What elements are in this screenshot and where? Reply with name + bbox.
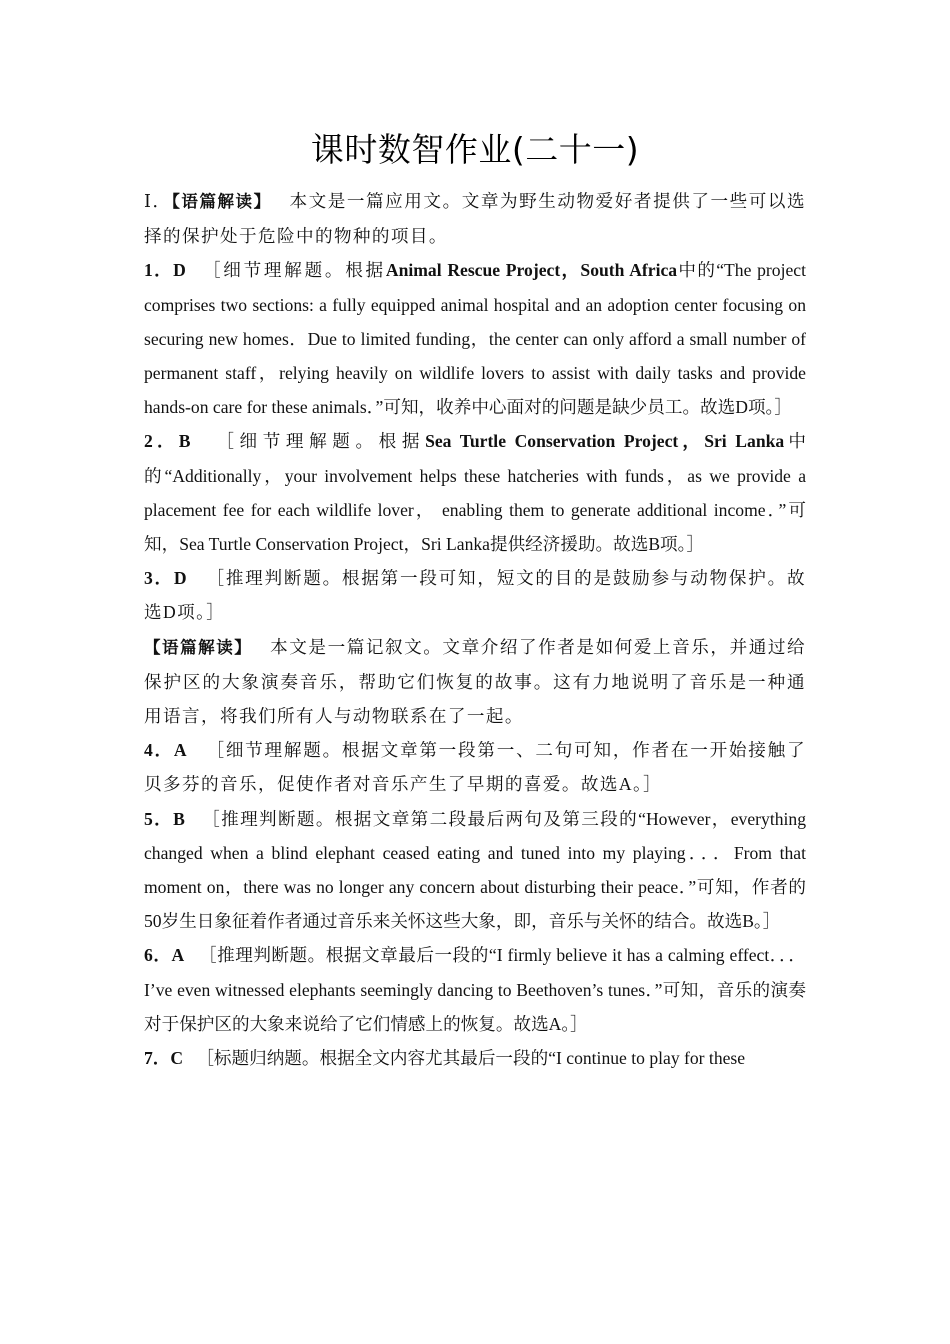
answer-item-3 xyxy=(144,561,806,629)
question-number: 6． xyxy=(144,945,172,966)
question-number: 1． xyxy=(144,260,174,281)
answer-item-1 xyxy=(144,253,806,424)
answer-letter: B xyxy=(178,431,191,452)
question-number: 2． xyxy=(144,431,179,452)
page-title: 课时数智作业(二十一) xyxy=(310,130,640,169)
passage-tag: 【语篇解读】 xyxy=(171,192,272,211)
answer-item-4 xyxy=(144,733,806,801)
section-prefix: Ⅰ． xyxy=(144,191,172,211)
answer-content xyxy=(144,184,806,1075)
explanation-lead: ［细节理解题。根据 xyxy=(202,260,386,281)
passage-tag: 【语篇解读】 xyxy=(144,637,253,657)
explanation-text: 中的“Additionally，your involvement helps these hatcheries with funds，as we provide a placement fee for each wildlife lover， enabling them to generate additional income．”可知，Sea Turtle Conservation Project，Sri Lanka提供经济援助。故选B项。］ xyxy=(144,431,806,555)
question-number: 5． xyxy=(144,808,174,829)
explanation-text: 中的“The project comprises two sections: a fully equipped animal hospital and an adoption center focusing on securing new homes．Due to limited funding，the center can only afford a small number of permanent staff，relying heavily on wildlife lovers to assist with daily tasks and provide hands-on care for these animals．”可知，收养中心面对的问题是缺少员工。故选D项。］ xyxy=(144,260,806,418)
explanation-text: ［推理判断题。根据文章最后一段的“I firmly believe it has a calming effect．．．I’ve even witnessed elephants seemingly dancing to Beethoven’s tunes．”可知，音乐的演奏对于保护区的大象来说给了它们情感上的恢复。故选A。］ xyxy=(144,945,806,1034)
passage-summary: 本文是一篇应用文。文章为野生动物爱好者提供了一些可以选择的保护处于危险中的物种的项目。 xyxy=(144,191,807,247)
answer-letter: D xyxy=(173,568,189,589)
question-number: 3． xyxy=(144,568,174,589)
explanation-text: ［推理判断题。根据第一段可知，短文的目的是鼓励参与动物保护。故选D项。］ xyxy=(144,568,806,623)
explanation-text: ［细节理解题。根据文章第一段第一、二句可知，作者在一开始接触了贝多芬的音乐，促使作者对音乐产生了早期的喜爱。故选A。］ xyxy=(144,740,806,795)
explanation-bold: Sea Turtle Conservation Project，Sri Lanka xyxy=(425,431,785,452)
question-number: 4． xyxy=(144,740,174,761)
answer-letter: A xyxy=(173,740,189,761)
passage-summary: 本文是一篇记叙文。文章介绍了作者是如何爱上音乐，并通过给保护区的大象演奏音乐，帮助它们恢复的故事。这有力地说明了音乐是一种通用语言，将我们所有人与动物联系在了一起。 xyxy=(144,636,806,727)
answer-item-7 xyxy=(144,1041,806,1075)
answer-item-2 xyxy=(144,424,806,561)
explanation-bold: Animal Rescue Project，South Africa xyxy=(385,260,678,281)
answer-letter: B xyxy=(173,808,185,829)
answer-item-5 xyxy=(144,802,806,939)
answer-item-6 xyxy=(144,938,806,1041)
explanation-text: ［推理判断题。根据文章第二段最后两句及第三段的“However，everything changed when a blind elephant ceased eating and tuned into my playing．．．From that moment on，there was no longer any concern about disturbing their peace．”可知，作者的50岁生日象征着作者通过音乐来关怀这些大象，即，音乐与关怀的结合。故选B。］ xyxy=(144,808,806,932)
answer-letter: D xyxy=(173,260,186,281)
question-number: 7． xyxy=(144,1048,171,1069)
explanation-text: ［标题归纳题。根据全文内容尤其最后一段的“I continue to play for these xyxy=(196,1048,746,1069)
answer-letter: A xyxy=(171,945,185,966)
answer-letter: C xyxy=(170,1048,184,1069)
section-intro-2 xyxy=(144,630,806,734)
explanation-lead: ［细节理解题。根据 xyxy=(216,431,426,452)
section-intro-1 xyxy=(144,184,806,253)
